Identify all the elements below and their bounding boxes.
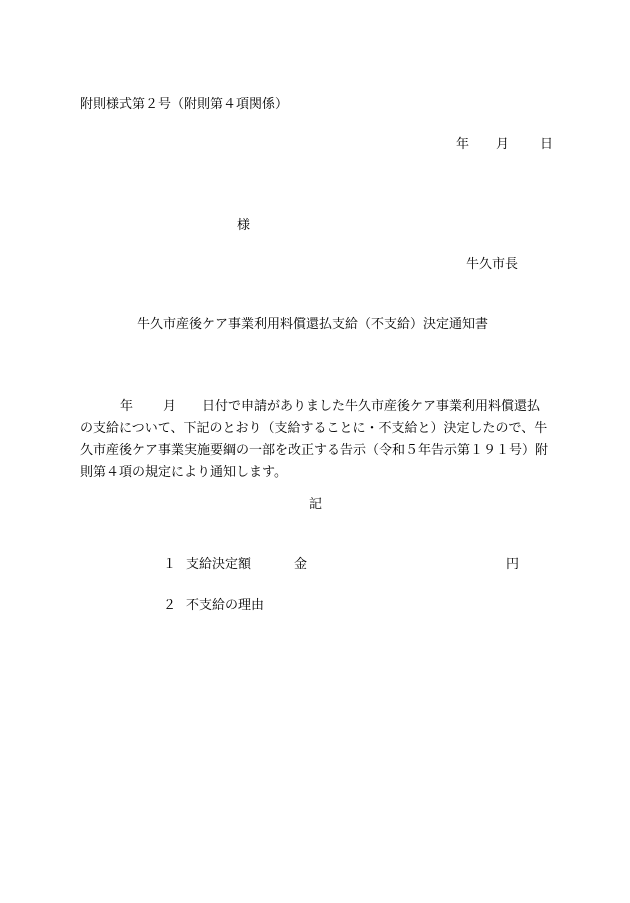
form-number: 附則様式第２号（附則第４項関係） xyxy=(80,97,289,112)
ki-heading: 記 xyxy=(309,497,323,512)
addressee-suffix: 様 xyxy=(237,218,251,233)
body-line-3: 久市産後ケア事業実施要綱の一部を改正する告示（令和５年告示第１９１号）附 xyxy=(80,443,549,458)
item-1-amount-prefix: 金 xyxy=(294,557,308,572)
document-title: 牛久市産後ケア事業利用料償還払支給（不支給）決定通知書 xyxy=(137,317,489,332)
body-line-1-text: 日付で申請がありました牛久市産後ケア事業利用料償還払 xyxy=(202,399,541,414)
date-day-label: 日 xyxy=(540,137,554,152)
item-1-number: １ xyxy=(163,557,177,572)
item-1-amount-suffix: 円 xyxy=(506,557,520,572)
body-paragraph xyxy=(80,396,554,484)
body-line-2: の支給について、下記のとおり（支給することに・不支給と）決定したので、牛 xyxy=(80,421,548,436)
date-month-label: 月 xyxy=(496,137,510,152)
item-2-number: ２ xyxy=(163,598,177,613)
date-block xyxy=(456,138,553,151)
date-year-label: 年 xyxy=(456,137,470,152)
item-2-label: 不支給の理由 xyxy=(186,598,265,613)
item-1-label: 支給決定額 xyxy=(186,557,252,572)
body-line-4: 則第４項の規定により通知します。 xyxy=(80,465,287,480)
issuer: 牛久市長 xyxy=(466,257,519,272)
body-year-label: 年 xyxy=(120,399,134,414)
body-month-label: 月 xyxy=(163,399,177,414)
body-line-1 xyxy=(80,396,554,418)
